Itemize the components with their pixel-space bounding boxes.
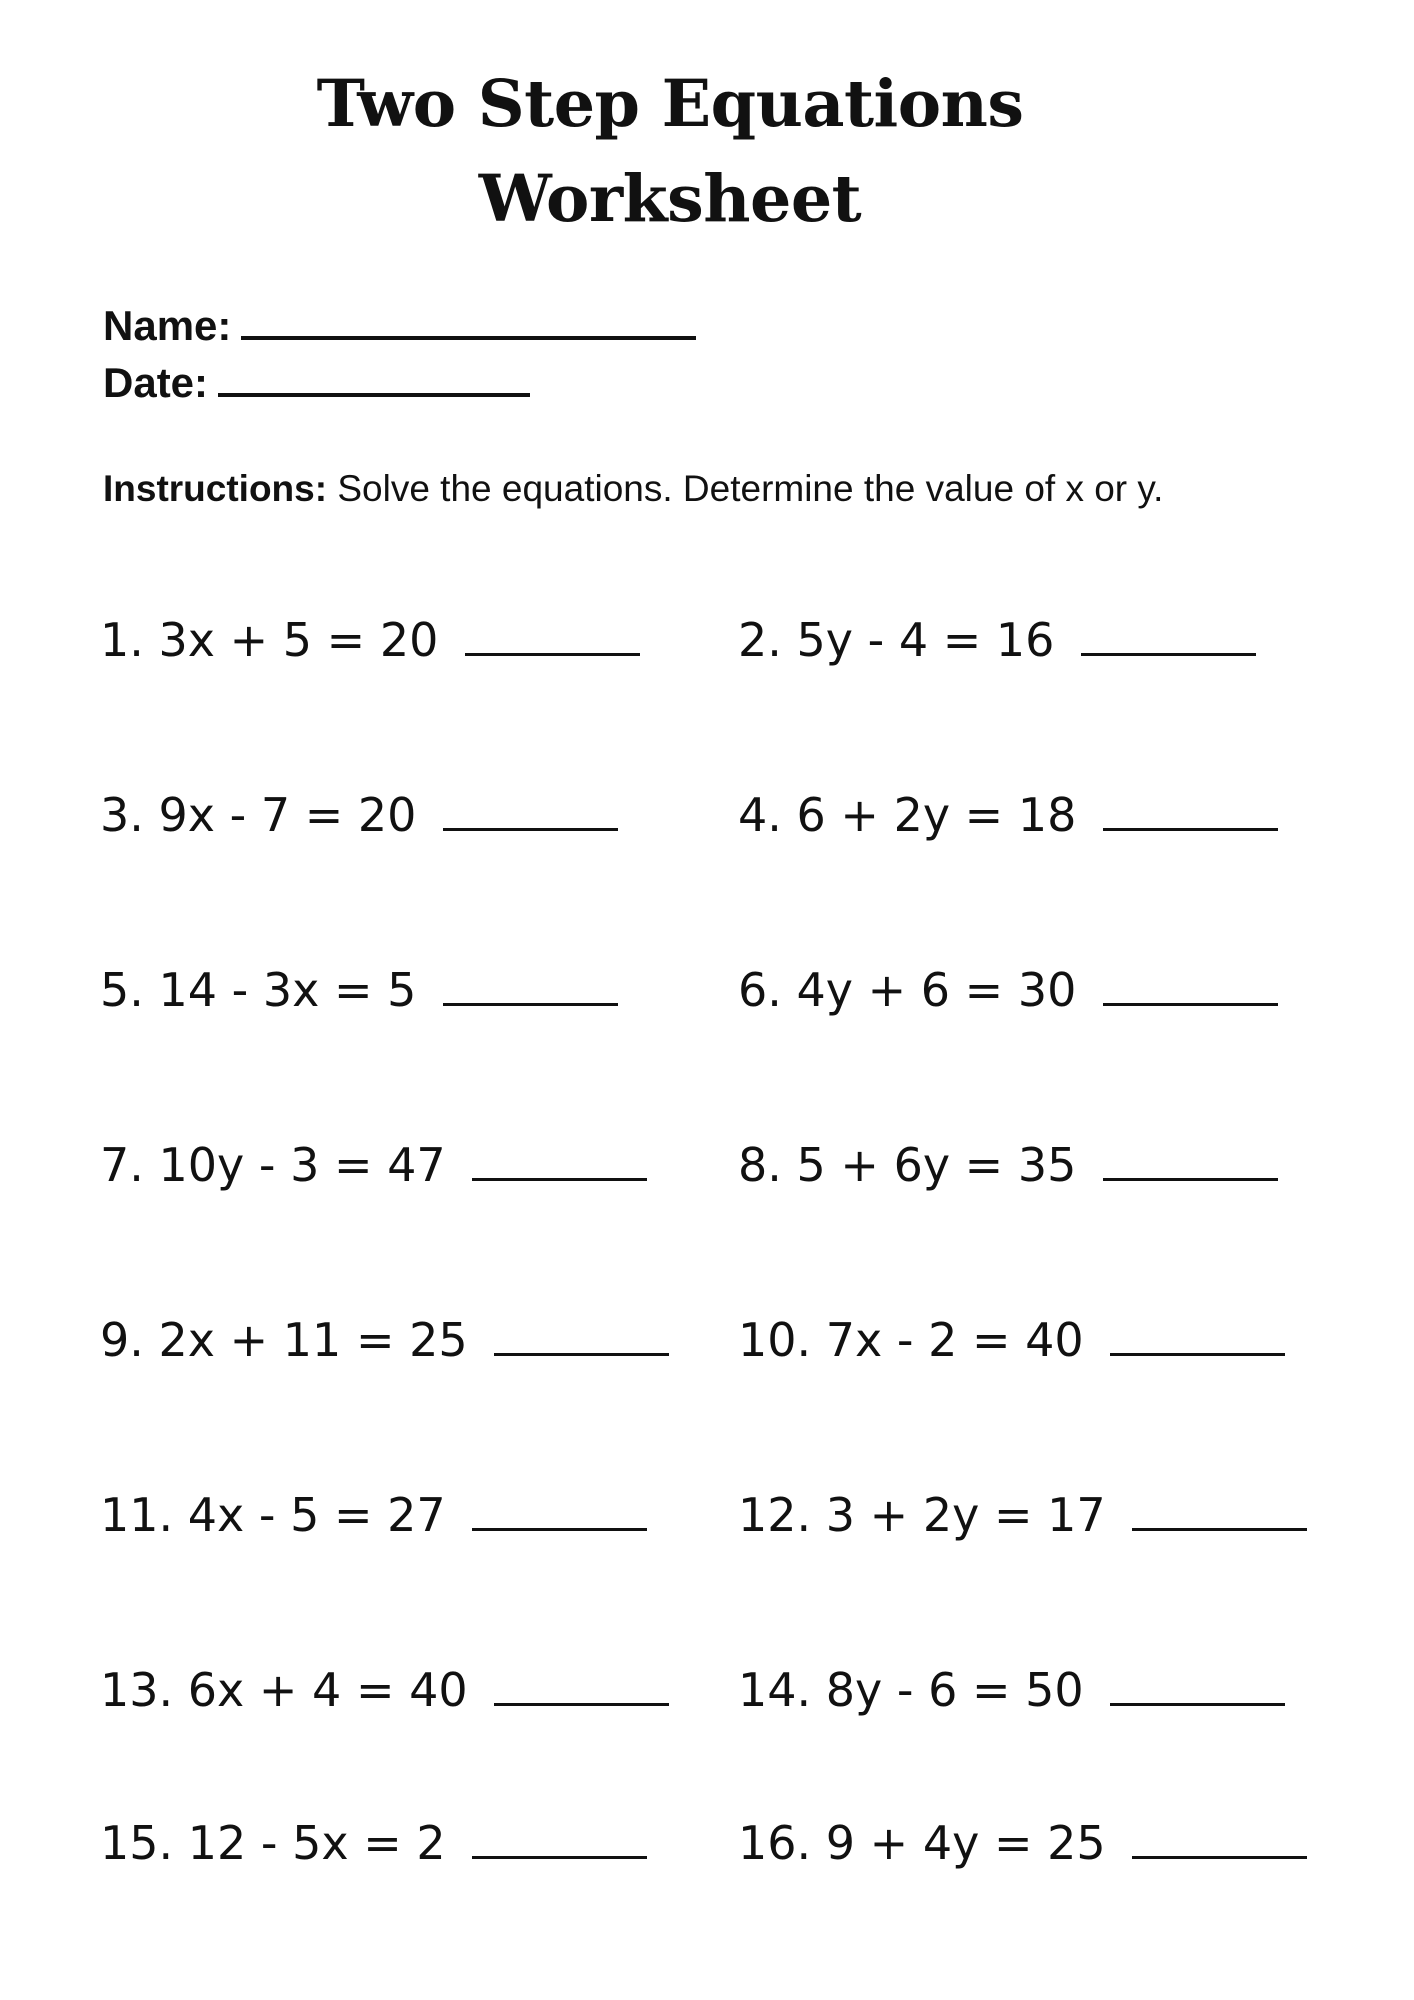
problem-14-answer-line: [1110, 1700, 1285, 1706]
problem-3: [100, 788, 618, 842]
date-blank-line: [218, 389, 530, 397]
date-field: [103, 359, 530, 406]
instructions-label: Instructions:: [103, 468, 328, 509]
problem-2: [738, 613, 1256, 667]
worksheet-title-line-2: Worksheet: [478, 161, 862, 237]
problem-8-equation: 8. 5 + 6y = 35: [738, 1138, 1077, 1192]
problem-9-equation: 9. 2x + 11 = 25: [100, 1313, 468, 1367]
problem-7-answer-line: [472, 1175, 647, 1181]
problem-11-equation: 11. 4x - 5 = 27: [100, 1488, 446, 1542]
problem-13-answer-line: [494, 1700, 669, 1706]
problem-13-equation: 13. 6x + 4 = 40: [100, 1663, 468, 1717]
instructions-text: Solve the equations. Determine the value of x or y.: [327, 468, 1164, 509]
problem-9-answer-line: [494, 1350, 669, 1356]
problem-14-equation: 14. 8y - 6 = 50: [738, 1663, 1084, 1717]
problem-3-answer-line: [443, 825, 618, 831]
problem-10-answer-line: [1110, 1350, 1285, 1356]
problem-7-equation: 7. 10y - 3 = 47: [100, 1138, 446, 1192]
instructions: [103, 470, 1163, 507]
name-field: [103, 302, 696, 349]
problem-16-answer-line: [1132, 1853, 1307, 1859]
problem-3-equation: 3. 9x - 7 = 20: [100, 788, 417, 842]
problem-12-answer-line: [1132, 1525, 1307, 1531]
problem-13: [100, 1663, 669, 1717]
problem-11-answer-line: [472, 1525, 647, 1531]
problem-15-answer-line: [472, 1853, 647, 1859]
problem-10-equation: 10. 7x - 2 = 40: [738, 1313, 1084, 1367]
problem-15-equation: 15. 12 - 5x = 2: [100, 1816, 446, 1870]
problem-1: [100, 613, 640, 667]
problem-16-equation: 16. 9 + 4y = 25: [738, 1816, 1106, 1870]
problem-14: [738, 1663, 1285, 1717]
problem-11: [100, 1488, 647, 1542]
problem-9: [100, 1313, 669, 1367]
problem-8: [738, 1138, 1278, 1192]
problem-1-equation: 1. 3x + 5 = 20: [100, 613, 439, 667]
problem-8-answer-line: [1103, 1175, 1278, 1181]
problem-5-answer-line: [443, 1000, 618, 1006]
problem-16: [738, 1816, 1307, 1870]
name-label: Name:: [103, 302, 232, 349]
date-label: Date:: [103, 359, 209, 406]
worksheet-title-line-1: Two Step Equations: [316, 66, 1024, 142]
problem-6: [738, 963, 1278, 1017]
problem-5-equation: 5. 14 - 3x = 5: [100, 963, 417, 1017]
problem-4: [738, 788, 1278, 842]
problem-2-answer-line: [1081, 650, 1256, 656]
problem-1-answer-line: [465, 650, 640, 656]
problem-4-equation: 4. 6 + 2y = 18: [738, 788, 1077, 842]
problem-12-equation: 12. 3 + 2y = 17: [738, 1488, 1106, 1542]
problem-2-equation: 2. 5y - 4 = 16: [738, 613, 1055, 667]
problem-6-answer-line: [1103, 1000, 1278, 1006]
problem-10: [738, 1313, 1285, 1367]
name-blank-line: [241, 332, 696, 340]
problem-5: [100, 963, 618, 1017]
problem-12: [738, 1488, 1307, 1542]
problem-6-equation: 6. 4y + 6 = 30: [738, 963, 1077, 1017]
problem-4-answer-line: [1103, 825, 1278, 831]
problem-7: [100, 1138, 647, 1192]
problem-15: [100, 1816, 647, 1870]
